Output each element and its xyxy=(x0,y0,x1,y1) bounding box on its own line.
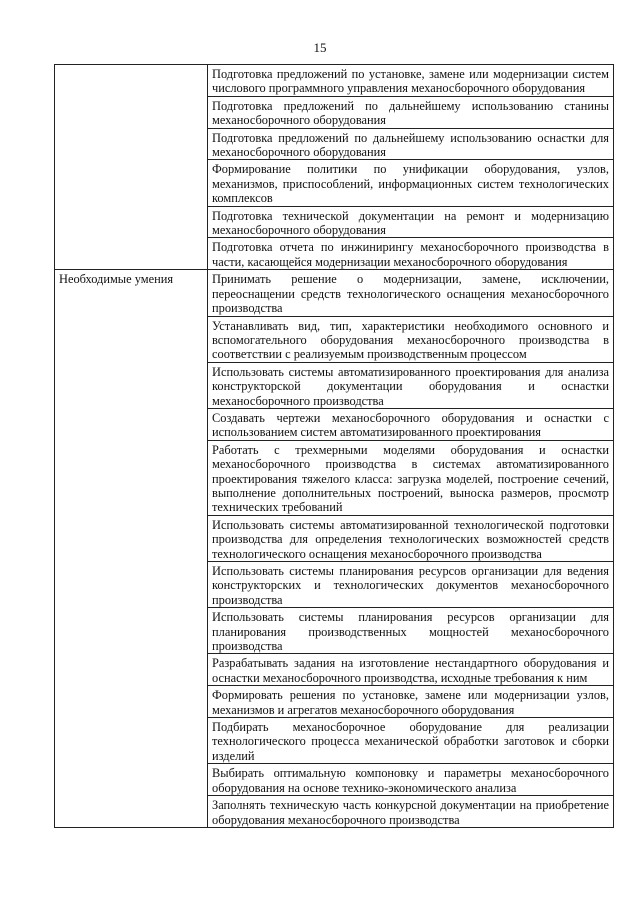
table-cell: Создавать чертежи механосборочного оборудования и оснастки с использованием систем автоматизированного проектирования xyxy=(208,408,614,440)
table-cell: Подготовка предложений по дальнейшему использованию оснастки для механосборочного оборудования xyxy=(208,128,614,160)
table-cell: Использовать системы планирования ресурсов организации для ведения конструкторских и технологических документов механосборочного производства xyxy=(208,562,614,608)
qualification-table xyxy=(54,64,614,828)
table-row xyxy=(55,65,614,97)
table-cell: Подготовка технической документации на ремонт и модернизацию механосборочного оборудования xyxy=(208,206,614,238)
table-row xyxy=(55,270,614,316)
table-cell: Разрабатывать задания на изготовление нестандартного оборудования и оснастки механосборочного производства, исходные требования к ним xyxy=(208,654,614,686)
table-cell: Формировать решения по установке, замене или модернизации узлов, механизмов и агрегатов механосборочного оборудования xyxy=(208,686,614,718)
table-cell: Использовать системы автоматизированной технологической подготовки производства для определения технологических возможностей средств технологического оснащения механосборочного производства xyxy=(208,515,614,561)
page-number: 15 xyxy=(313,40,327,55)
table-cell: Использовать системы планирования ресурсов организации для планирования производственных мощностей механосборочного производства xyxy=(208,608,614,654)
table-cell: Подготовка предложений по дальнейшему использованию станины механосборочного оборудования xyxy=(208,96,614,128)
skills-label: Необходимые умения xyxy=(55,270,208,828)
table-cell: Использовать системы автоматизированного проектирования для анализа конструкторской документации оборудования и оснастки механосборочного производства xyxy=(208,362,614,408)
table-cell: Принимать решение о модернизации, замене, исключении, переоснащении средств технологического оснащения механосборочного производства xyxy=(208,270,614,316)
table-cell: Выбирать оптимальную компоновку и параметры механосборочного оборудования на основе технико-экономического анализа xyxy=(208,764,614,796)
table-cell: Подбирать механосборочное оборудование для реализации технологического процесса механической обработки заготовок и сборки изделий xyxy=(208,718,614,764)
table-cell: Заполнять техническую часть конкурсной документации на приобретение оборудования механосборочного производства xyxy=(208,796,614,828)
empty-label-cell xyxy=(55,65,208,270)
table-cell: Подготовка отчета по инжинирингу механосборочного производства в части, касающейся модернизации механосборочного оборудования xyxy=(208,238,614,270)
table-cell: Устанавливать вид, тип, характеристики необходимого основного и вспомогательного оборудования механосборочного производства в соответствии с реализуемым производственным процессом xyxy=(208,316,614,362)
table-cell: Работать с трехмерными моделями оборудования и оснастки механосборочного производства в системах автоматизированного проектирования тяжелого класса: загрузка моделей, построение сечений, выполнение дополнительных построений, выноска размеров, просмотр технических требований xyxy=(208,440,614,515)
table-cell: Формирование политики по унификации оборудования, узлов, механизмов, приспособлений, информационных систем технологических комплексов xyxy=(208,160,614,206)
table-cell: Подготовка предложений по установке, замене или модернизации систем числового программного управления механосборочного оборудования xyxy=(208,65,614,97)
